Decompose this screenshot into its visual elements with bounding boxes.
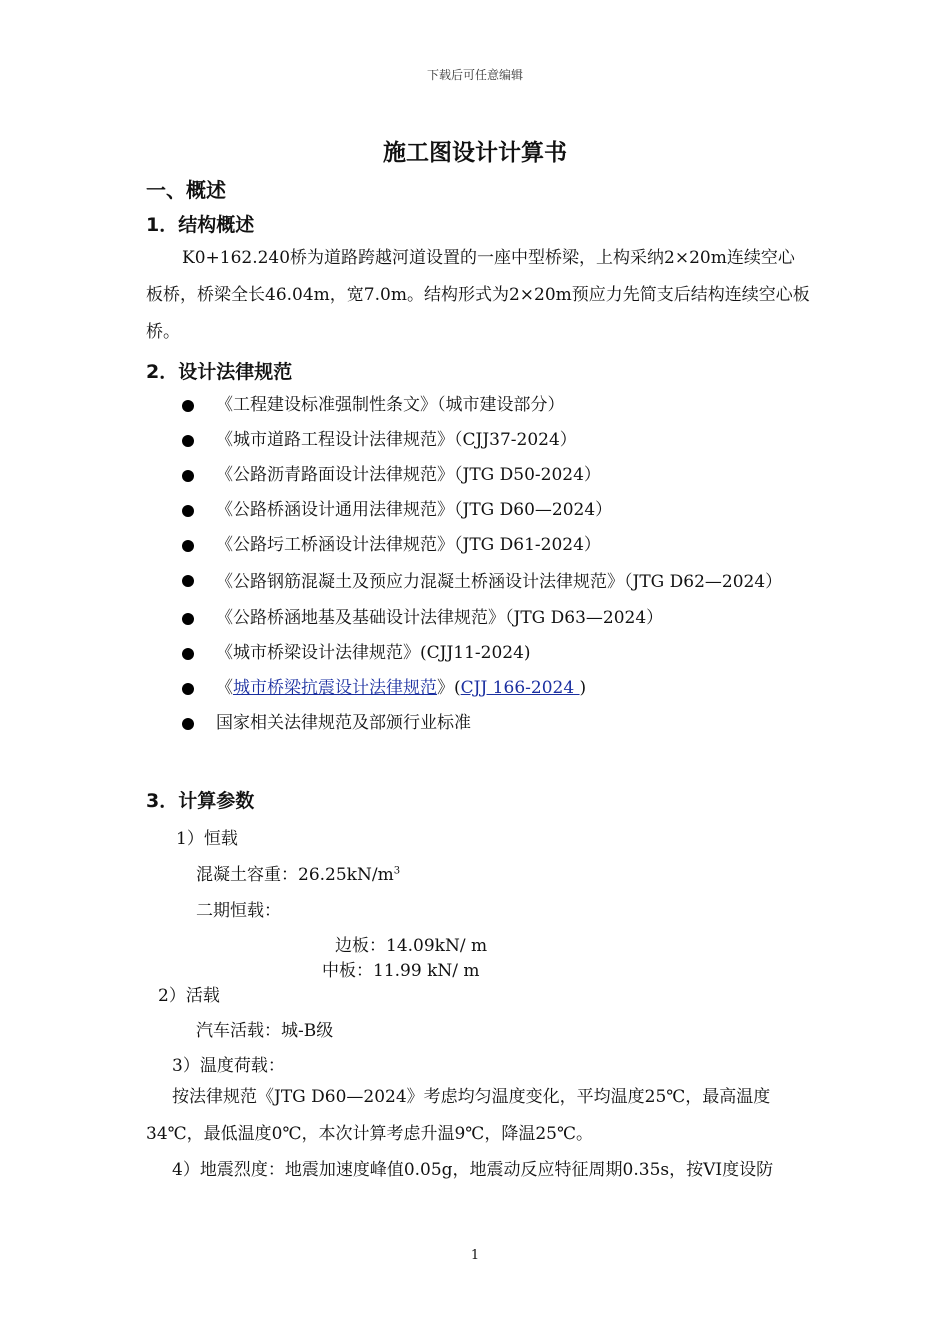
list-item: 《公路钢筋混凝土及预应力混凝土桥涵设计法律规范》（JTG D62—2024） [180, 563, 810, 601]
temperature-load-label: 3）温度荷载： [172, 1056, 285, 1076]
list-item: 《工程建设标准强制性条文》（城市建设部分） [180, 388, 810, 423]
codes-list [180, 388, 810, 741]
bullet-icon [182, 470, 194, 482]
bullet-icon [182, 613, 194, 625]
list-item: 《城市桥梁抗震设计法律规范》(CJJ 166-2024 ) [180, 671, 810, 706]
section-heading-overview: 一、概述 [146, 178, 226, 202]
bullet-icon [182, 540, 194, 552]
page-header: 下载后可任意编辑 [426, 68, 523, 82]
list-item: 《公路圬工桥涵设计法律规范》（JTG D61-2024） [180, 528, 810, 563]
bullet-icon [182, 400, 194, 412]
bullet-icon [182, 683, 194, 695]
list-item: 《城市桥梁设计法律规范》(CJJ11-2024) [180, 636, 810, 671]
edge-plate-load: 边板：14.09kN/ m [335, 936, 488, 956]
subsection-heading-codes: 2．设计法律规范 [146, 361, 293, 383]
vehicle-live-load: 汽车活载：城-B级 [196, 1021, 334, 1041]
list-item: 国家相关法律规范及部颁行业标准 [180, 706, 810, 741]
dead-load-label: 1）恒载 [176, 829, 238, 849]
seismic-paragraph: 4）地震烈度：地震加速度峰值0.05g，地震动反应特征周期0.35s，按VI度设防 [172, 1160, 774, 1180]
code-name-link[interactable]: 城市桥梁抗震设计法律规范 [233, 678, 437, 698]
live-load-label: 2）活载 [158, 986, 220, 1006]
bullet-icon [182, 648, 194, 660]
subsection-heading-parameters: 3．计算参数 [146, 790, 255, 812]
concrete-weight: 混凝土容重：$26.25kN/m^3$ [196, 865, 401, 885]
list-item: 《公路桥涵设计通用法律规范》（JTG D60—2024） [180, 493, 810, 528]
list-item: 《公路桥涵地基及基础设计法律规范》（JTG D63—2024） [180, 601, 810, 636]
middle-plate-load: 中板：11.99 kN/ m [322, 961, 480, 981]
bullet-icon [182, 575, 194, 587]
page-number: 1 [470, 1248, 480, 1263]
bullet-icon [182, 718, 194, 730]
bullet-icon [182, 505, 194, 517]
secondary-dead-load-label: 二期恒载： [196, 901, 281, 921]
code-number-link[interactable]: CJJ 166-2024 [460, 678, 580, 698]
bullet-icon [182, 435, 194, 447]
subsection-heading-structure: 1．结构概述 [146, 214, 255, 236]
structure-paragraph: K0+162.240桥为道路跨越河道设置的一座中型桥梁，上构采纳2×20m连续空心板桥，桥梁全长46.04m，宽7.0m。结构形式为2×20m预应力先简支后结构连续空心板桥。 [146, 248, 810, 342]
document-title: 施工图设计计算书 [383, 140, 567, 166]
list-item: 《城市道路工程设计法律规范》（CJJ37-2024） [180, 423, 810, 458]
list-item: 《公路沥青路面设计法律规范》（JTG D50-2024） [180, 458, 810, 493]
temperature-paragraph: 按法律规范《JTG D60—2024》考虑均匀温度变化，平均温度25℃，最高温度34℃，最低温度0℃，本次计算考虑升温9℃，降温25℃。 [146, 1087, 771, 1144]
